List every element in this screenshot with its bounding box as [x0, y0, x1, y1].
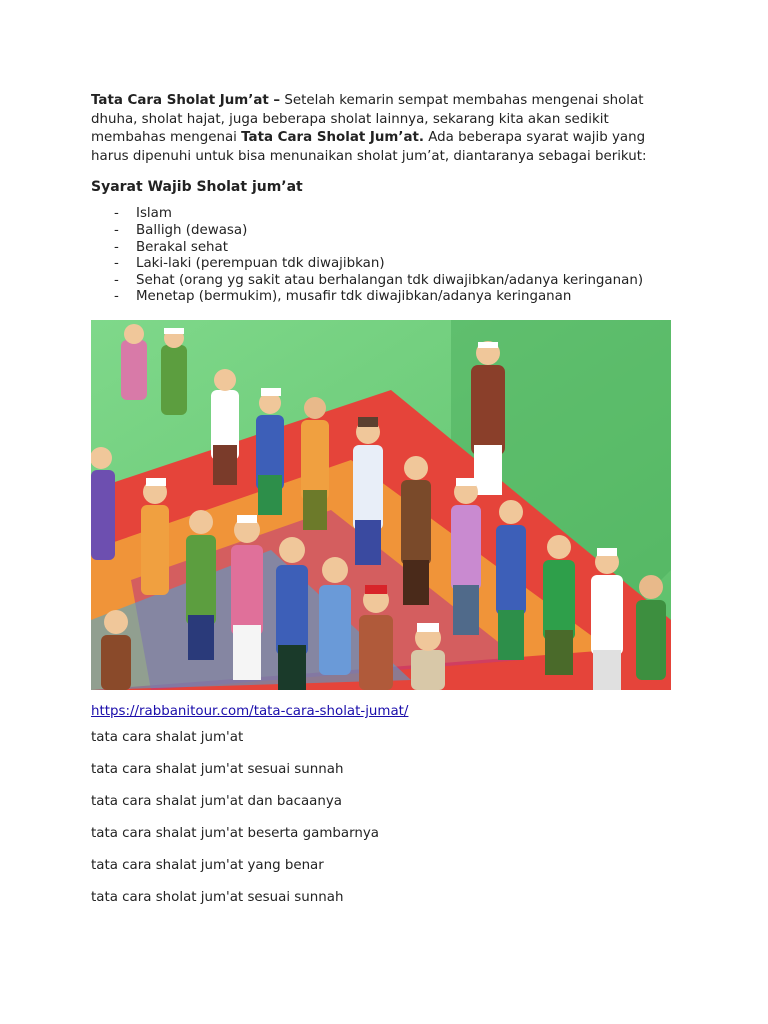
intro-title-2: Tata Cara Sholat Jum’at.	[241, 130, 424, 146]
requirements-list	[91, 206, 681, 306]
search-query-list	[91, 729, 681, 907]
list-item	[91, 223, 681, 240]
document-page	[91, 92, 681, 907]
intro-title: Tata Cara Sholat Jum’at –	[91, 93, 281, 108]
source-link[interactable]: https://rabbanitour.com/tata-cara-sholat-jumat/	[91, 703, 409, 719]
list-bullet: -	[114, 239, 119, 255]
list-item: tata cara shalat jum'at dan bacaanya	[91, 793, 342, 809]
intro-paragraph	[91, 92, 681, 166]
list-bullet: -	[114, 206, 119, 222]
list-item	[91, 273, 681, 290]
requirements-heading: Syarat Wajib Sholat jum’at	[91, 179, 303, 196]
list-item-text: Menetap (bermukim), musafir tdk diwajibkan/adanya keringanan	[136, 289, 572, 305]
list-item	[91, 206, 681, 223]
list-bullet: -	[114, 289, 119, 305]
list-item-text: Laki-laki (perempuan tdk diwajibkan)	[136, 256, 385, 272]
list-item: tata cara shalat jum'at sesuai sunnah	[91, 761, 344, 777]
list-bullet: -	[114, 256, 119, 272]
list-item: tata cara shalat jum'at beserta gambarnya	[91, 825, 379, 841]
list-bullet: -	[114, 222, 119, 238]
intro-text-1: Setelah kemarin sempat membahas mengenai sholat dhuha, sholat hajat, juga beberapa sholat lainnya, sekarang kita akan sedikit membahas mengenai	[91, 93, 644, 146]
list-item-text: Sehat (orang yg sakit atau berhalangan tdk diwajibkan/adanya keringanan)	[136, 272, 644, 288]
list-item	[91, 289, 681, 306]
list-item: tata cara shalat jum'at	[91, 729, 244, 745]
list-bullet: -	[114, 272, 119, 288]
list-item	[91, 256, 681, 273]
list-item: tata cara sholat jum'at sesuai sunnah	[91, 889, 344, 905]
list-item-text: Islam	[136, 206, 172, 222]
prayer-illustration	[91, 320, 671, 690]
list-item-text: Balligh (dewasa)	[136, 222, 248, 238]
list-item-text: Berakal sehat	[136, 239, 228, 255]
list-item: tata cara shalat jum'at yang benar	[91, 857, 324, 873]
intro-text-2: Ada beberapa syarat wajib yang harus dipenuhi untuk bisa menunaikan sholat jum’at, diantaranya sebagai berikut:	[91, 130, 647, 164]
list-item	[91, 240, 681, 257]
